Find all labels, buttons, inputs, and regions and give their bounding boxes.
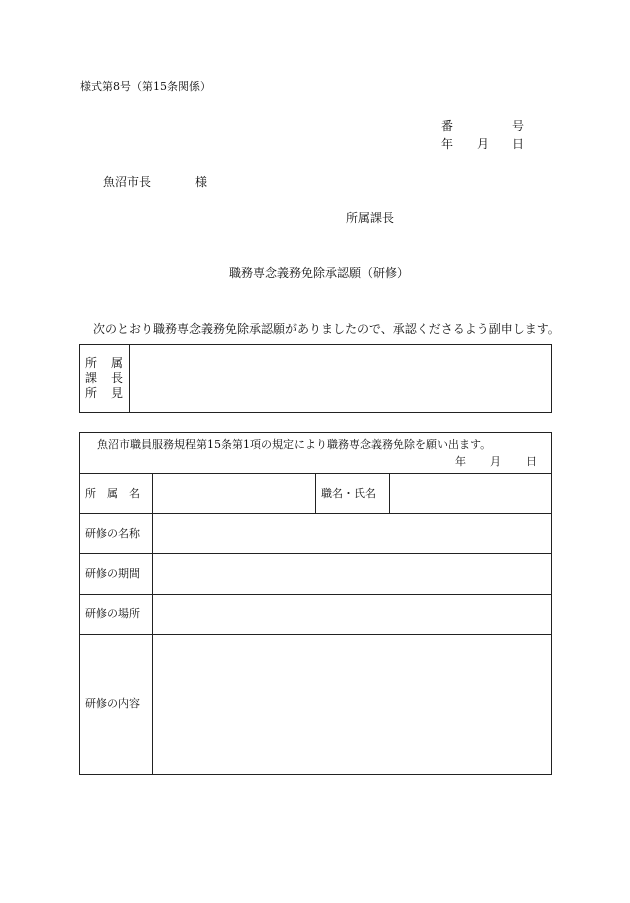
training-place-label: 研修の場所: [85, 607, 140, 620]
go-label: 号: [512, 119, 525, 133]
opinion-label-line-2: 課 長: [85, 371, 123, 385]
header-year-label: 年: [441, 137, 454, 151]
opinion-label: [85, 356, 123, 401]
label-column-divider: [152, 473, 153, 775]
application-day-label: 日: [526, 455, 537, 468]
row-divider-4: [79, 594, 552, 595]
addressee-honorific: 様: [195, 175, 208, 189]
training-content-field[interactable]: [154, 636, 550, 773]
training-content-label: 研修の内容: [85, 697, 140, 710]
training-name-field[interactable]: [154, 515, 550, 551]
opinion-label-line-3: 所 見: [85, 386, 123, 400]
title-name-label: 職名・氏名: [321, 487, 376, 500]
title-name-right-divider: [389, 473, 390, 513]
training-period-label: 研修の期間: [85, 567, 140, 580]
intro-text: 次のとおり職務専念義務免除承認願がありましたので、承認くださるよう副申します。: [93, 322, 560, 336]
header-month-label: 月: [477, 137, 490, 151]
affiliation-label: 所 属 名: [85, 487, 140, 500]
row-divider-5: [79, 634, 552, 635]
application-statement: 魚沼市職員服務規程第15条第1項の規定により職務専念義務免除を願い出ます。: [97, 438, 492, 451]
application-year-label: 年: [455, 455, 466, 468]
document-title: 職務専念義務免除承認願（研修）: [229, 266, 410, 280]
training-name-label: 研修の名称: [85, 527, 140, 540]
title-name-left-divider: [315, 473, 316, 513]
header-day-label: 日: [512, 137, 525, 151]
sender-label: 所属課長: [346, 211, 395, 225]
title-name-field[interactable]: [391, 475, 550, 511]
opinion-box-divider: [129, 344, 130, 413]
affiliation-field[interactable]: [154, 475, 313, 511]
training-period-field[interactable]: [154, 555, 550, 592]
opinion-entry-area[interactable]: [131, 346, 549, 411]
training-place-field[interactable]: [154, 596, 550, 632]
row-divider-3: [79, 553, 552, 554]
row-divider-2: [79, 513, 552, 514]
application-month-label: 月: [490, 455, 501, 468]
form-number: 様式第8号（第15条関係）: [80, 80, 211, 93]
addressee-name: 魚沼市長: [103, 175, 152, 189]
ban-label: 番: [441, 119, 454, 133]
opinion-label-line-1: 所 属: [85, 356, 123, 370]
